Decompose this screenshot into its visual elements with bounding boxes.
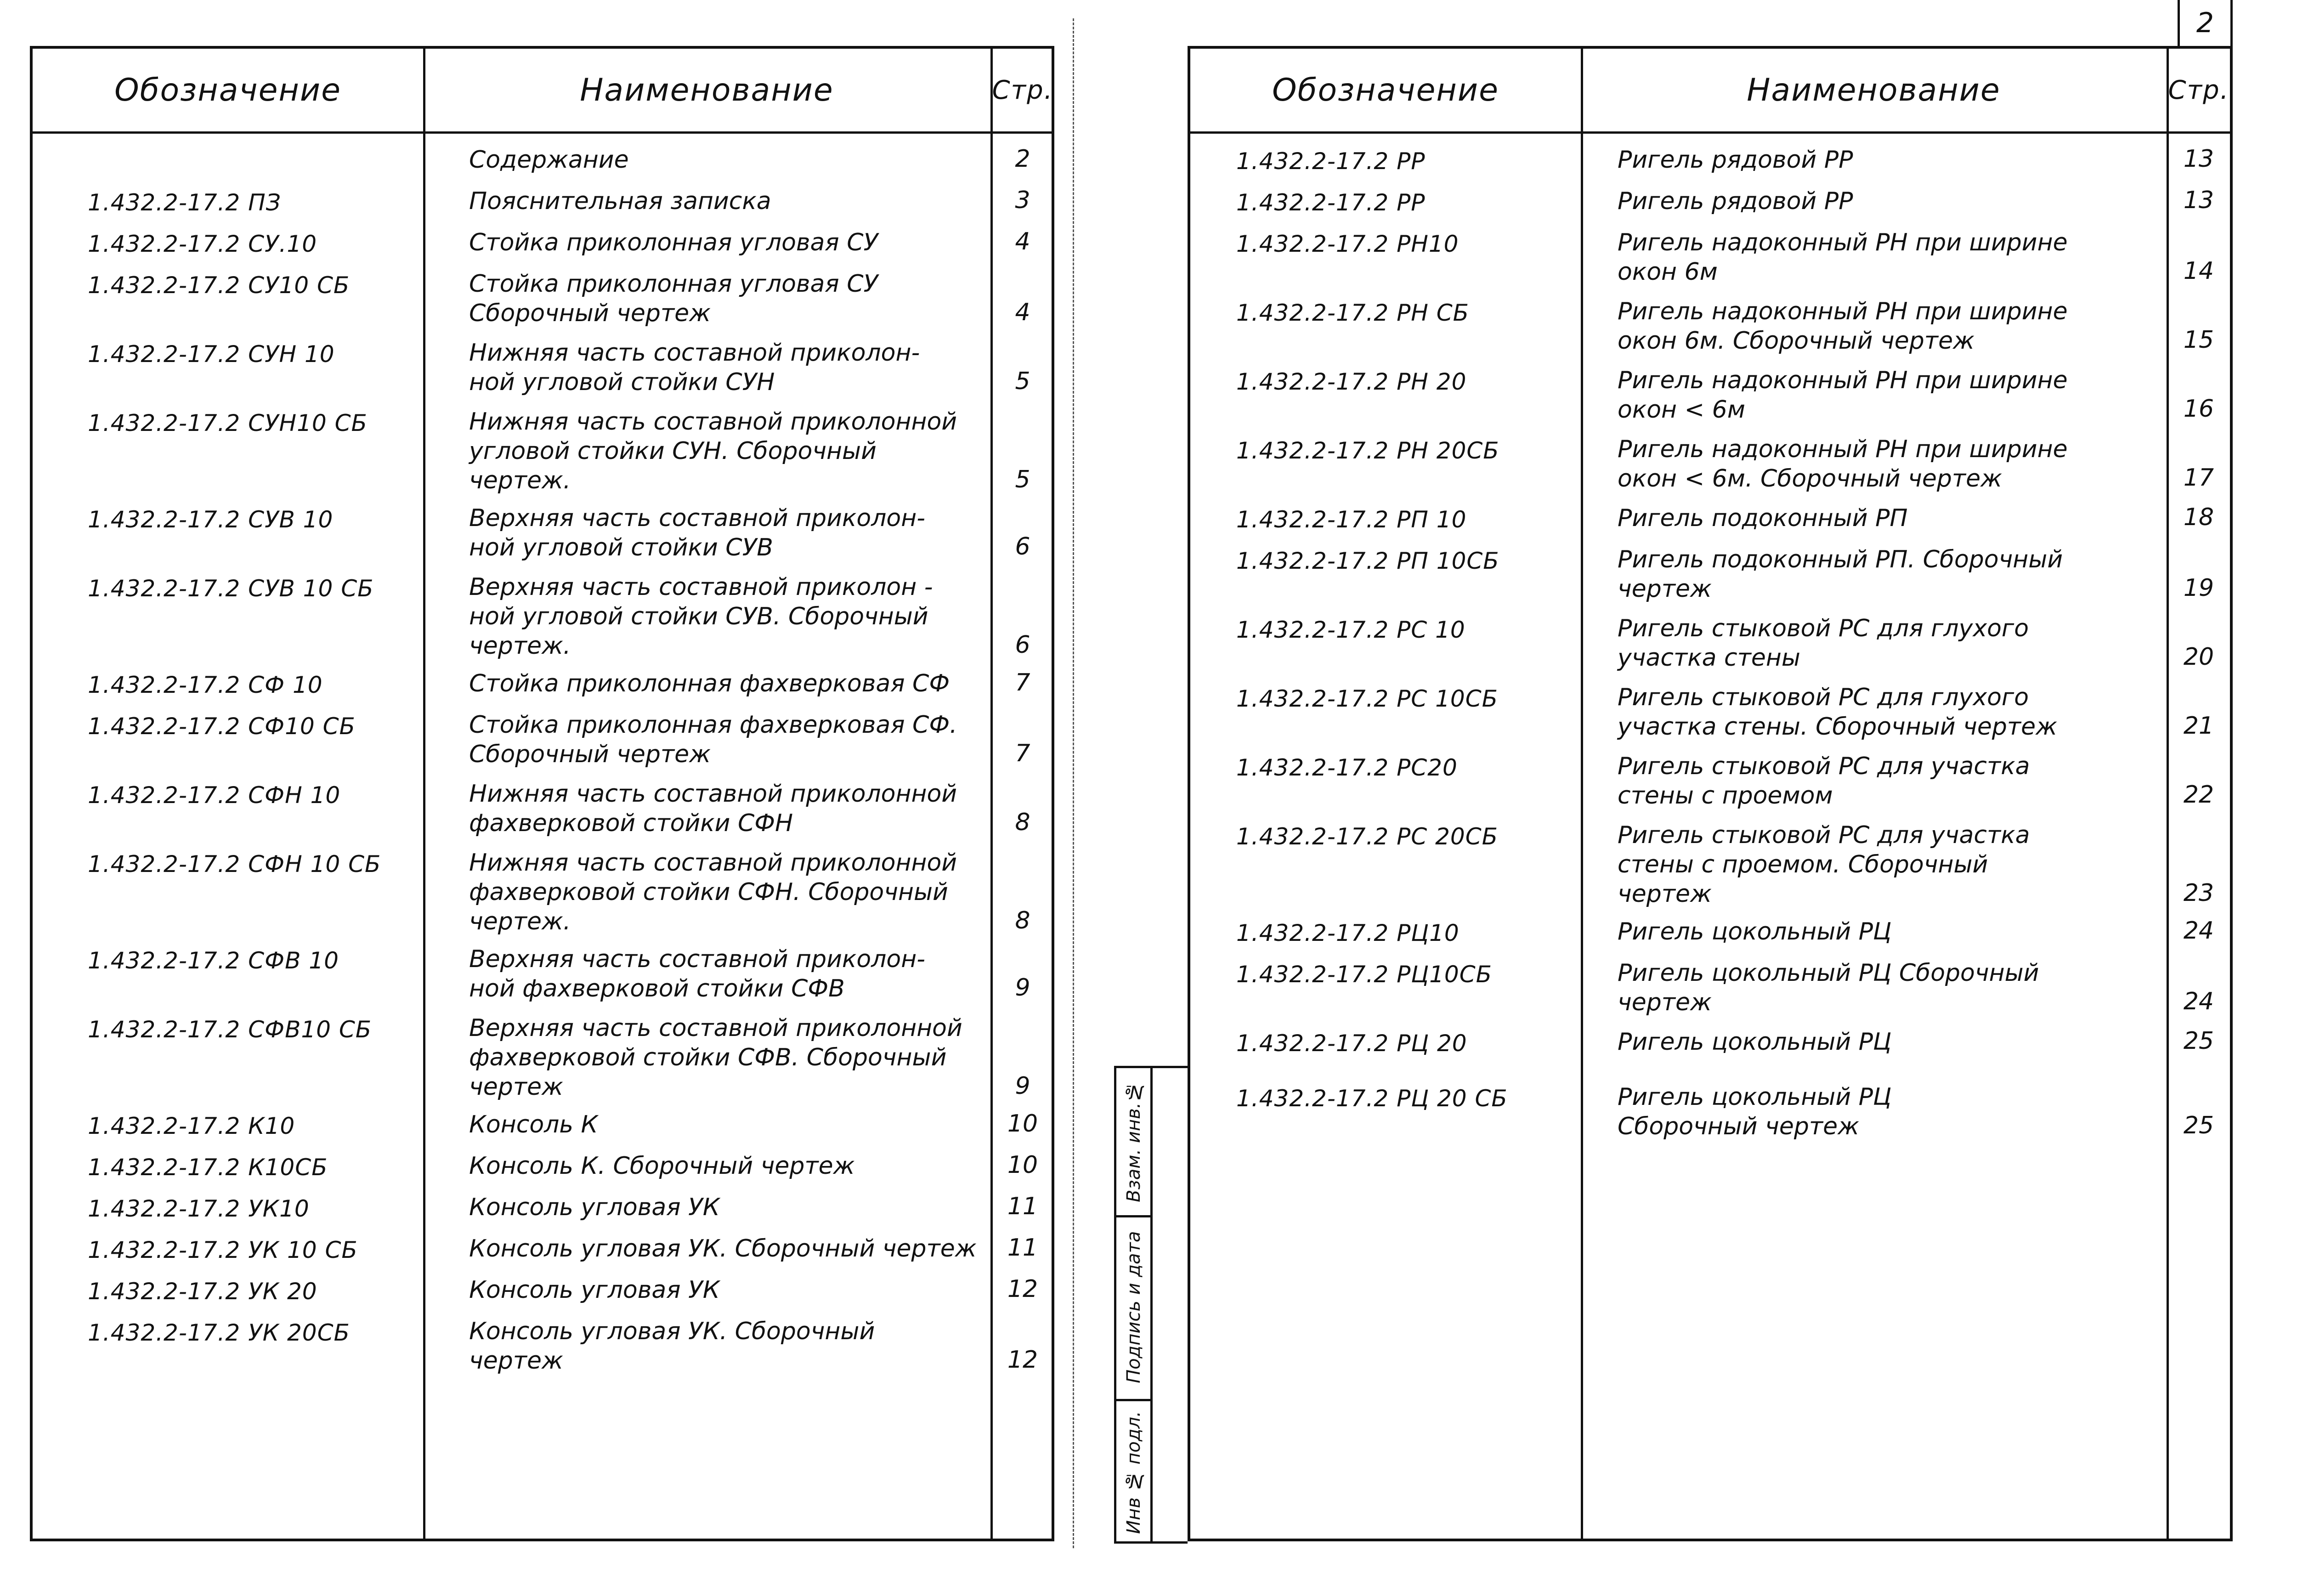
stamp-divider (1116, 1215, 1150, 1217)
item-name-line: Нижняя часть составной приколонной (469, 849, 957, 877)
item-name-line: Ригель надоконный РН при ширине (1618, 298, 2068, 325)
item-designation: 1.432.2-17.2 СФ10 СБ (88, 713, 356, 740)
item-page: 20 (2183, 643, 2214, 671)
item-designation: 1.432.2-17.2 РП 10 (1236, 506, 1467, 533)
item-page: 5 (1015, 368, 1030, 395)
stamp-sign-date: Подпись и дата (1123, 1231, 1144, 1383)
item-designation: 1.432.2-17.2 УК 20СБ (88, 1319, 350, 1346)
item-designation: 1.432.2-17.2 СФВ 10 (88, 947, 339, 974)
stamp-column-divider (1150, 1068, 1153, 1541)
item-name-line: Верхняя часть составной приколон - (469, 573, 933, 601)
contents-sheet-right (1188, 46, 2233, 1541)
item-name-line: Ригель стыковой РС для глухого (1618, 615, 2029, 642)
item-designation: 1.432.2-17.2 РЦ 20 (1236, 1030, 1467, 1057)
item-page: 22 (2183, 781, 2214, 809)
header-designation: Обозначение (1272, 72, 1499, 108)
item-name-line: Консоль К. Сборочный чертеж (469, 1152, 855, 1180)
item-designation: 1.432.2-17.2 СФВ10 СБ (88, 1016, 372, 1043)
item-page: 10 (1007, 1110, 1038, 1138)
item-page: 10 (1007, 1151, 1038, 1179)
item-designation: 1.432.2-17.2 РС20 (1236, 754, 1458, 781)
item-name-line: угловой стойки СУН. Сборочный (469, 437, 877, 465)
item-page: 23 (2183, 879, 2214, 907)
item-designation: 1.432.2-17.2 РН СБ (1236, 300, 1469, 326)
item-name-line: Ригель рядовой РР (1618, 146, 1853, 174)
item-name-line: фахверковой стойки СФН (469, 809, 793, 837)
item-page: 18 (2183, 504, 2214, 531)
item-page: 12 (1007, 1275, 1038, 1303)
item-designation: 1.432.2-17.2 СФН 10 (88, 782, 341, 809)
item-name-line: ной угловой стойки СУН (469, 368, 775, 396)
column-divider (990, 49, 993, 1539)
header-divider (33, 131, 1052, 134)
item-designation: 1.432.2-17.2 РН10 (1236, 231, 1459, 257)
item-designation: 1.432.2-17.2 СУН10 СБ (88, 410, 368, 436)
item-name-line: ной фахверковой стойки СФВ (469, 975, 845, 1002)
item-name-line: чертеж (469, 1073, 563, 1101)
item-designation: 1.432.2-17.2 РН 20СБ (1236, 437, 1499, 464)
item-designation: 1.432.2-17.2 РР (1236, 189, 1426, 216)
item-name-line: стены с проемом (1618, 782, 1833, 809)
item-designation: 1.432.2-17.2 СУ10 СБ (88, 272, 350, 299)
item-designation: 1.432.2-17.2 К10СБ (88, 1154, 328, 1181)
item-page: 13 (2183, 145, 2214, 173)
item-name-line: Консоль угловая УК (469, 1276, 720, 1304)
item-name-line: Верхняя часть составной приколон- (469, 945, 925, 973)
item-page: 17 (2183, 464, 2214, 492)
item-page: 9 (1015, 1072, 1030, 1100)
header-name: Наименование (580, 72, 834, 108)
item-designation: 1.432.2-17.2 К10 (88, 1113, 295, 1139)
item-name-line: Нижняя часть составной приколонной (469, 780, 957, 808)
item-name-line: Ригель подоконный РП. Сборочный (1618, 546, 2063, 573)
stamp-inv-orig: Инв № подл. (1123, 1411, 1144, 1534)
item-name-line: Сборочный чертеж (1618, 1113, 1859, 1140)
column-divider (423, 49, 425, 1539)
item-name-line: Ригель цокольный РЦ Сборочный (1618, 959, 2039, 987)
header-designation: Обозначение (114, 72, 341, 108)
item-page: 7 (1015, 740, 1030, 767)
item-name-line: Сборочный чертеж (469, 741, 711, 768)
item-name-line: Пояснительная записка (469, 187, 771, 215)
item-name-line: Ригель стыковой РС для глухого (1618, 684, 2029, 711)
approval-stamp-strip (1114, 1066, 1188, 1544)
item-designation: 1.432.2-17.2 РЦ10СБ (1236, 961, 1492, 988)
item-page: 11 (1007, 1193, 1038, 1220)
item-page: 4 (1015, 299, 1030, 326)
column-divider (1581, 49, 1583, 1539)
item-name-line: ной угловой стойки СУВ. Сборочный (469, 603, 928, 630)
item-designation: 1.432.2-17.2 РС 20СБ (1236, 823, 1498, 850)
item-name-line: окон < 6м. Сборочный чертеж (1618, 465, 2003, 492)
item-name-line: ной угловой стойки СУВ (469, 534, 773, 561)
header-page: Стр. (2168, 75, 2229, 105)
item-name-line: Нижняя часть составной приколонной (469, 408, 957, 436)
item-designation: 1.432.2-17.2 РН 20 (1236, 368, 1467, 395)
item-page: 16 (2183, 395, 2214, 423)
item-name-line: окон 6м (1618, 258, 1718, 286)
item-designation: 1.432.2-17.2 СФ 10 (88, 672, 323, 698)
item-name-line: окон 6м. Сборочный чертеж (1618, 327, 1975, 355)
item-page: 5 (1015, 466, 1030, 493)
item-designation: 1.432.2-17.2 УК 10 СБ (88, 1237, 358, 1263)
stamp-divider (1116, 1399, 1150, 1401)
item-designation: 1.432.2-17.2 СУ.10 (88, 231, 317, 257)
item-name-line: Ригель надоконный РН при ширине (1618, 229, 2068, 256)
item-name-line: Ригель стыковой РС для участка (1618, 753, 2030, 780)
item-name-line: чертеж (1618, 575, 1712, 603)
item-page: 11 (1007, 1234, 1038, 1262)
item-designation: 1.432.2-17.2 СУН 10 (88, 341, 335, 368)
item-designation: 1.432.2-17.2 РС 10 (1236, 617, 1465, 643)
item-name-line: Ригель надоконный РН при ширине (1618, 436, 2068, 463)
header-divider (1190, 131, 2230, 134)
header-name: Наименование (1747, 72, 2001, 108)
item-name-line: чертеж. (469, 467, 571, 494)
item-name-line: фахверковой стойки СФВ. Сборочный (469, 1044, 947, 1071)
item-designation: 1.432.2-17.2 СФН 10 СБ (88, 851, 381, 877)
item-name-line: Ригель надоконный РН при ширине (1618, 367, 2068, 394)
item-designation: 1.432.2-17.2 РС 10СБ (1236, 685, 1498, 712)
item-designation: 1.432.2-17.2 РП 10СБ (1236, 548, 1499, 574)
item-designation: 1.432.2-17.2 ПЗ (88, 189, 281, 216)
item-page: 4 (1015, 228, 1030, 255)
item-name-line: Стойка приколонная фахверковая СФ. (469, 711, 957, 739)
item-page: 19 (2183, 574, 2214, 602)
item-designation: 1.432.2-17.2 СУВ 10 СБ (88, 575, 374, 602)
item-name-line: чертеж (469, 1347, 563, 1375)
item-name-line: стены с проемом. Сборочный (1618, 851, 1988, 878)
item-designation: 1.432.2-17.2 СУВ 10 (88, 506, 334, 533)
sheet-number: 2 (2178, 0, 2233, 46)
item-page: 9 (1015, 974, 1030, 1002)
item-page: 12 (1007, 1346, 1038, 1374)
item-designation: 1.432.2-17.2 УК 20 (88, 1278, 317, 1305)
item-designation: 1.432.2-17.2 РЦ10 (1236, 920, 1460, 946)
item-name-line: Ригель рядовой РР (1618, 187, 1853, 215)
item-name-line: Консоль угловая УК (469, 1194, 720, 1221)
item-name-line: окон < 6м (1618, 396, 1745, 424)
item-name-line: Ригель цокольный РЦ (1618, 1083, 1892, 1111)
item-name-line: Верхняя часть составной приколон- (469, 504, 925, 532)
item-name-line: Ригель подоконный РП (1618, 504, 1908, 532)
item-name-line: чертеж. (469, 632, 571, 660)
item-name-line: чертеж (1618, 880, 1712, 908)
item-page: 3 (1015, 187, 1030, 214)
item-page: 24 (2183, 988, 2214, 1015)
item-name-line: Ригель стыковой РС для участка (1618, 821, 2030, 849)
item-page: 8 (1015, 907, 1030, 934)
item-page: 25 (2183, 1112, 2214, 1139)
item-page: 6 (1015, 533, 1030, 560)
contents-sheet-left (30, 46, 1054, 1541)
item-name-line: участка стены (1618, 644, 1800, 672)
item-name-line: Консоль угловая УК. Сборочный (469, 1318, 875, 1345)
item-page: 24 (2183, 917, 2214, 945)
item-name-line: Ригель цокольный РЦ (1618, 1028, 1892, 1056)
item-page: 25 (2183, 1027, 2214, 1055)
item-name-line: Стойка приколонная угловая СУ (469, 229, 878, 256)
item-designation: 1.432.2-17.2 РР (1236, 148, 1426, 175)
item-designation: 1.432.2-17.2 УК10 (88, 1195, 310, 1222)
item-name-line: фахверковой стойки СФН. Сборочный (469, 878, 948, 906)
item-page: 8 (1015, 809, 1030, 836)
item-name-line: чертеж. (469, 908, 571, 935)
item-page: 13 (2183, 187, 2214, 214)
item-name-line: чертеж (1618, 989, 1712, 1016)
header-page: Стр. (992, 75, 1053, 105)
item-name-line: Стойка приколонная фахверковая СФ (469, 670, 950, 697)
item-page: 2 (1015, 145, 1030, 173)
item-name-line: Ригель цокольный РЦ (1618, 918, 1892, 945)
item-page: 7 (1015, 669, 1030, 696)
item-name-line: Верхняя часть составной приколонной (469, 1014, 962, 1042)
item-page: 15 (2183, 326, 2214, 354)
item-designation: 1.432.2-17.2 РЦ 20 СБ (1236, 1085, 1508, 1112)
item-page: 6 (1015, 631, 1030, 659)
item-name-line: Стойка приколонная угловая СУ (469, 270, 878, 298)
item-name-line: Содержание (469, 146, 629, 174)
stamp-replace-inv: Взам. инв.№ (1123, 1081, 1144, 1202)
item-page: 14 (2183, 257, 2214, 285)
item-name-line: Консоль угловая УК. Сборочный чертеж (469, 1235, 977, 1262)
center-fold-line (1073, 18, 1074, 1548)
item-name-line: Сборочный чертеж (469, 300, 711, 327)
item-page: 21 (2183, 712, 2214, 740)
item-name-line: Консоль К (469, 1111, 598, 1138)
item-name-line: Нижняя часть составной приколон- (469, 339, 920, 367)
item-name-line: участка стены. Сборочный чертеж (1618, 713, 2057, 741)
